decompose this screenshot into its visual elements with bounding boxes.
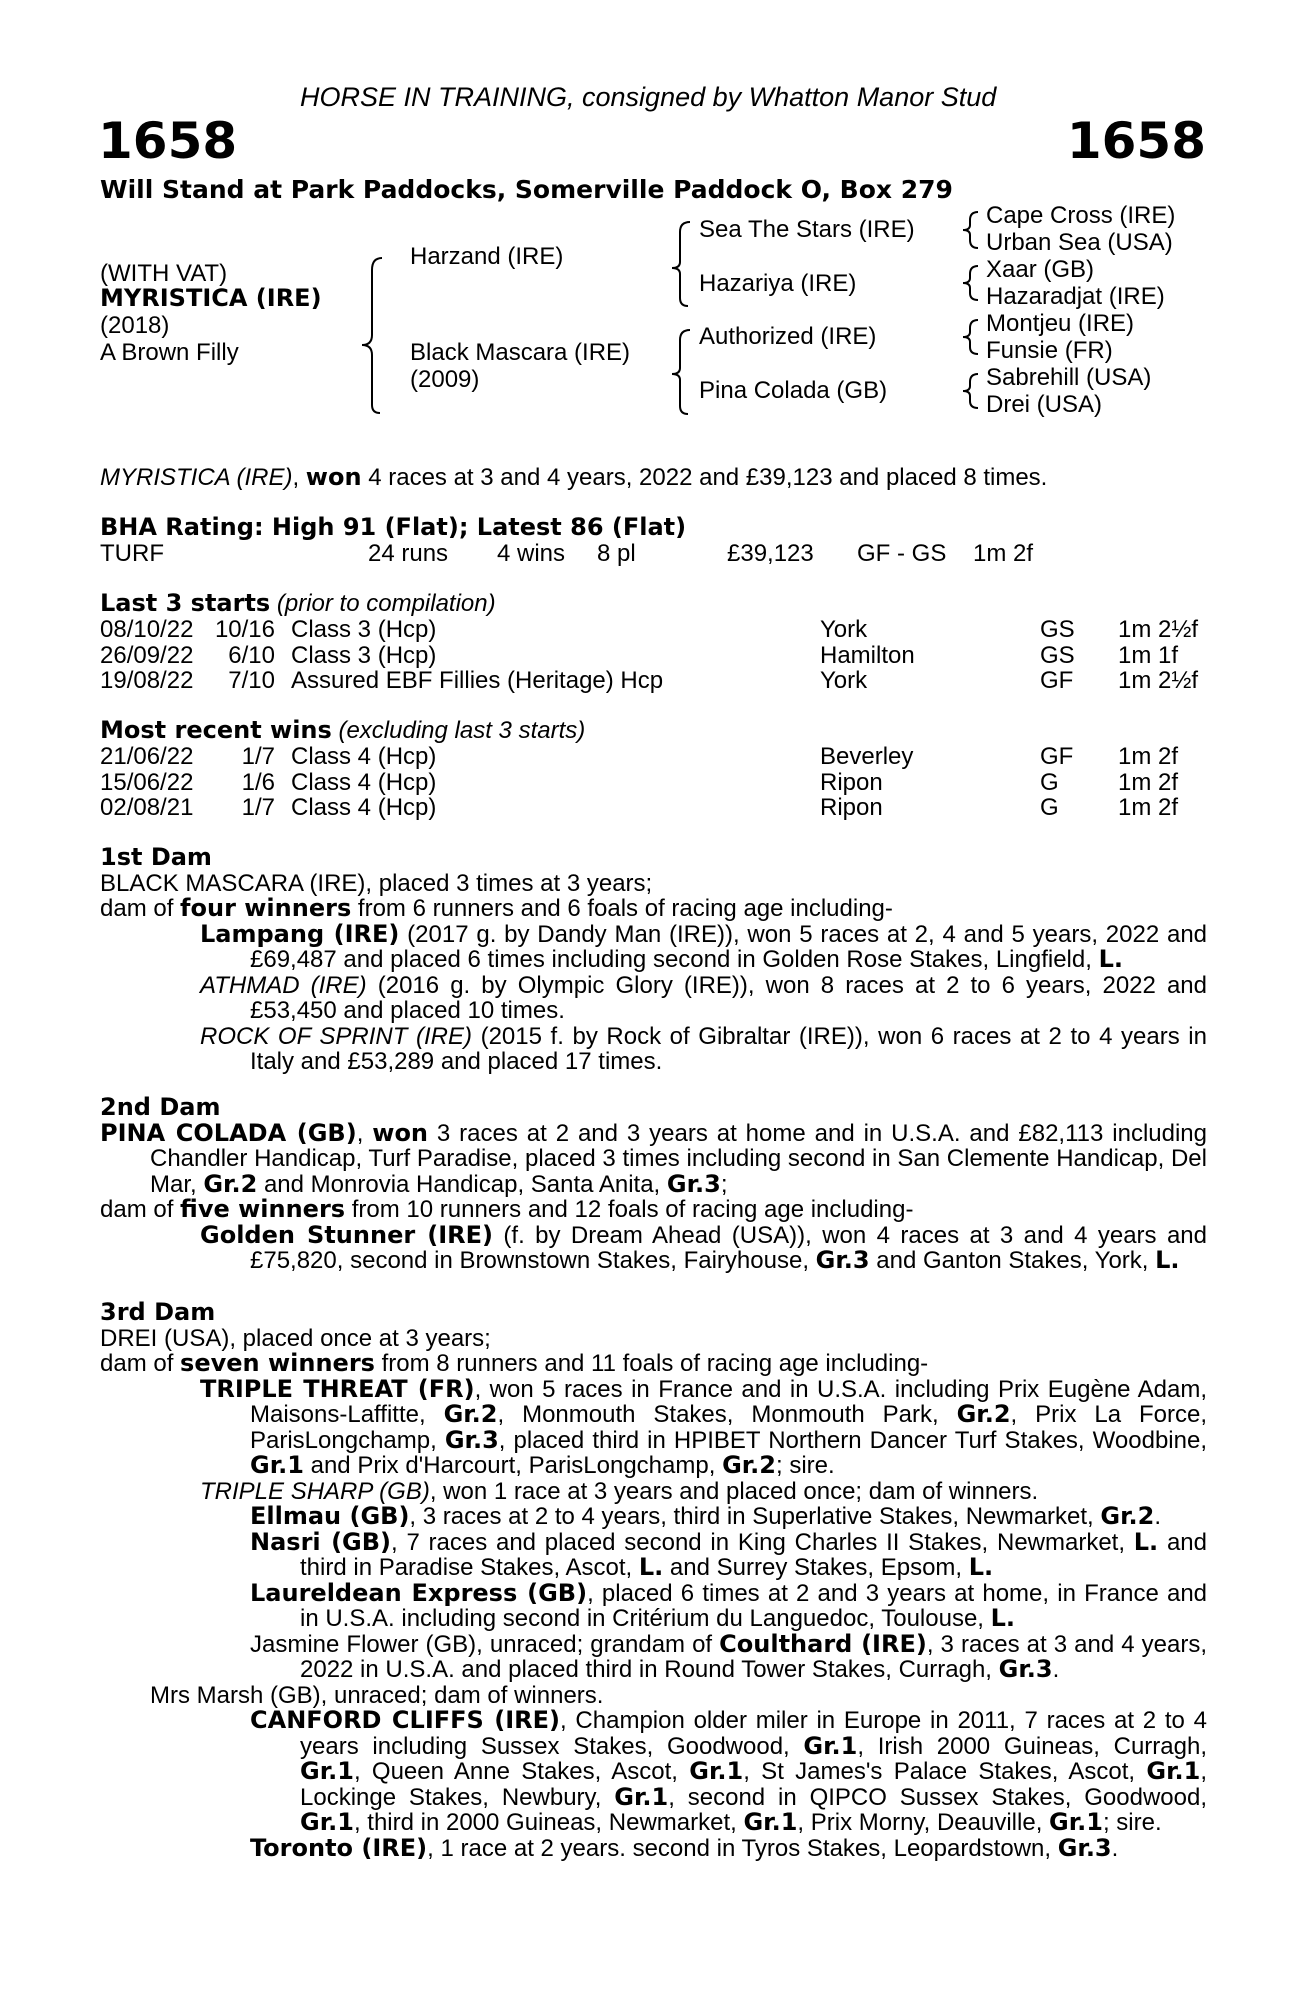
gen3-sdd: Hazaradjat (IRE): [986, 283, 1165, 310]
produce-jasmine-flower: Jasmine Flower (GB), unraced; grandam of Coulthard (IRE), 3 races at 3 and 4 years, 2022 in U.S.A. and placed third in Round Tower Stakes, Curragh, Gr.3.: [250, 1629, 1207, 1683]
recent-row-race: Class 4 (Hcp): [291, 794, 437, 821]
rating-surface: TURF: [100, 540, 164, 567]
recent-wins-heading: Most recent wins (excluding last 3 starts): [100, 716, 586, 744]
produce-triple-sharp: TRIPLE SHARP (GB), won 1 race at 3 years and placed once; dam of winners.: [200, 1477, 1039, 1505]
third-dam-heading: 3rd Dam: [100, 1298, 216, 1326]
recent-row-dist: 1m 2f: [1118, 794, 1179, 821]
last3-row-course: Hamilton: [820, 641, 915, 669]
third-dam-line: DREI (USA), placed once at 3 years;: [100, 1324, 491, 1352]
stand-location: Will Stand at Park Paddocks, Somerville Paddock O, Box 279: [100, 175, 953, 204]
third-dam-section: [100, 1300, 1207, 1861]
last3-row-date: 26/09/22: [100, 641, 194, 669]
recent-row-date: 02/08/21: [100, 794, 194, 821]
recent-row-date: 15/06/22: [100, 768, 194, 796]
produce-canford-cliffs: CANFORD CLIFFS (IRE), Champion older miler in Europe in 2011, 7 races at 2 to 4 years including Sussex Stakes, Goodwood, Gr.1, Irish 2000 Guineas, Curragh, Gr.1, Queen Anne Stakes, Ascot, Gr.1, St James's Palace Stakes, Ascot, Gr.1, Lockinge Stakes, Newbury, Gr.1, second in QIPCO Sussex Stakes, Goodwood, Gr.1, third in 2000 Guineas, Newmarket, Gr.1, Prix Morny, Deauville, Gr.1; sire.: [250, 1706, 1207, 1836]
last3-row-dist: 1m 2½f: [1118, 616, 1199, 643]
rating-earnings: £39,123: [727, 540, 814, 567]
vat-note: (WITH VAT): [100, 260, 228, 287]
last-starts-heading: Last 3 starts (prior to compilation): [100, 589, 496, 617]
last3-row-race: Class 3 (Hcp): [291, 641, 437, 669]
rating-going: GF - GS: [857, 540, 947, 567]
last3-row-pos: 10/16: [214, 616, 275, 643]
second-dam-record: PINA COLADA (GB), won 3 races at 2 and 3 years at home and in U.S.A. and £82,113 including Chandler Handicap, Turf Paradise, placed 3 times including second in San Clemente Handicap, Del Mar, Gr.2 and Monrovia Handicap, Santa Anita, Gr.3;: [100, 1118, 1207, 1198]
last3-row-date: 19/08/22: [100, 667, 194, 694]
produce-athmad: ATHMAD (IRE) (2016 g. by Olympic Glory (IRE)), won 8 races at 2 to 6 years, 2022 and £53,450 and placed 10 times.: [200, 971, 1207, 1024]
rating-placed: 8 pl: [597, 540, 636, 567]
second-dam-heading: 2nd Dam: [100, 1093, 221, 1121]
recent-row-going: G: [1040, 794, 1059, 821]
produce-mrs-marsh: Mrs Marsh (GB), unraced; dam of winners.: [150, 1681, 604, 1709]
bha-rating: BHA Rating: High 91 (Flat); Latest 86 (Flat): [100, 513, 687, 541]
second-dam-section: [100, 1095, 1207, 1274]
recent-row-going: G: [1040, 768, 1059, 796]
rating-wins: 4 wins: [497, 540, 566, 567]
gen3-dss: Montjeu (IRE): [986, 310, 1135, 337]
last3-row-going: GS: [1040, 641, 1075, 669]
last3-row-dist: 1m 1f: [1118, 641, 1179, 669]
third-dam-produce-line: dam of seven winners from 8 runners and 11 foals of racing age including-: [100, 1349, 929, 1377]
produce-laureldean-express: Laureldean Express (GB), placed 6 times at 2 and 3 years at home, in France and in U.S.A. including second in Critérium du Languedoc, Toulouse, L.: [250, 1578, 1208, 1632]
dam: Black Mascara (IRE): [410, 339, 631, 366]
lot-number-left: 1658: [98, 112, 238, 170]
dam-dam: Pina Colada (GB): [699, 377, 888, 404]
recent-row-pos: 1/6: [241, 768, 275, 796]
second-dam-produce-line: dam of five winners from 10 runners and 12 foals of racing age including-: [100, 1195, 914, 1223]
produce-rock-of-sprint: ROCK OF SPRINT (IRE) (2015 f. by Rock of Gibraltar (IRE)), won 6 races at 2 to 4 years in Italy and £53,289 and placed 17 times.: [200, 1022, 1207, 1075]
produce-triple-threat: TRIPLE THREAT (FR), won 5 races in France and in U.S.A. including Prix Eugène Adam, Maisons-Laffitte, Gr.2, Monmouth Stakes, Monmouth Park, Gr.2, Prix La Force, ParisLongchamp, Gr.3, placed third in HPIBET Northern Dancer Turf Stakes, Woodbine, Gr.1 and Prix d'Harcourt, ParisLongchamp, Gr.2; sire.: [200, 1374, 1207, 1479]
last3-row-pos: 7/10: [228, 667, 275, 694]
first-dam-section: [100, 845, 1207, 1075]
last3-row-course: York: [820, 667, 868, 694]
recent-row-date: 21/06/22: [100, 743, 194, 770]
last3-row-race: Assured EBF Fillies (Heritage) Hcp: [291, 667, 664, 694]
race-summary: MYRISTICA (IRE), won 4 races at 3 and 4 years, 2022 and £39,123 and placed 8 times.: [100, 463, 1048, 491]
first-dam-produce-line: dam of four winners from 6 runners and 6 foals of racing age including-: [100, 894, 893, 922]
gen3-sss: Cape Cross (IRE): [986, 202, 1176, 229]
dam-year: (2009): [410, 366, 480, 393]
gen3-sds: Xaar (GB): [986, 256, 1095, 283]
produce-golden-stunner: Golden Stunner (IRE) (f. by Dream Ahead (USA)), won 4 races at 3 and 4 years and £75,820, second in Brownstown Stakes, Fairyhouse, Gr.3 and Ganton Stakes, York, L.: [200, 1220, 1207, 1274]
first-dam-line: BLACK MASCARA (IRE), placed 3 times at 3 years;: [100, 869, 653, 897]
last3-row-date: 08/10/22: [100, 616, 194, 643]
gen3-dds: Sabrehill (USA): [986, 364, 1152, 391]
recent-row-dist: 1m 2f: [1118, 768, 1179, 796]
produce-toronto: Toronto (IRE), 1 race at 2 years. second in Tyros Stakes, Leopardstown, Gr.3.: [250, 1833, 1119, 1862]
produce-nasri: Nasri (GB), 7 races and placed second in King Charles II Stakes, Newmarket, L. and third in Paradise Stakes, Ascot, L. and Surrey Stakes, Epsom, L.: [250, 1527, 1207, 1581]
lot-number-right: 1658: [1066, 112, 1206, 170]
produce-ellmau: Ellmau (GB), 3 races at 2 to 4 years, third in Superlative Stakes, Newmarket, Gr.2.: [250, 1502, 1162, 1530]
last3-row-race: Class 3 (Hcp): [291, 616, 437, 643]
sire: Harzand (IRE): [410, 243, 564, 270]
last3-row-going: GF: [1040, 667, 1074, 694]
dam-sire: Authorized (IRE): [699, 323, 877, 350]
gen3-ddd: Drei (USA): [986, 391, 1103, 418]
consignor-line: HORSE IN TRAINING, consigned by Whatton Manor Stud: [300, 82, 997, 112]
gen3-ssd: Urban Sea (USA): [986, 229, 1173, 256]
recent-row-pos: 1/7: [241, 743, 275, 770]
last3-row-pos: 6/10: [228, 641, 275, 669]
last3-row-dist: 1m 2½f: [1118, 667, 1199, 694]
recent-row-course: Ripon: [820, 768, 883, 796]
sire-sire: Sea The Stars (IRE): [699, 216, 915, 243]
sire-dam: Hazariya (IRE): [699, 270, 857, 297]
horse-name: MYRISTICA (IRE): [100, 284, 322, 312]
rating-runs: 24 runs: [368, 540, 449, 567]
first-dam-heading: 1st Dam: [100, 843, 212, 871]
rating-distance: 1m 2f: [973, 540, 1034, 567]
recent-row-dist: 1m 2f: [1118, 743, 1179, 770]
recent-row-pos: 1/7: [241, 794, 275, 821]
last3-row-going: GS: [1040, 616, 1075, 643]
horse-year: (2018): [100, 312, 170, 339]
horse-description: A Brown Filly: [100, 339, 239, 366]
gen3-dsd: Funsie (FR): [986, 337, 1113, 364]
produce-lampang: Lampang (IRE) (2017 g. by Dandy Man (IRE)), won 5 races at 2, 4 and 5 years, 2022 and £69,487 and placed 6 times including second in Golden Rose Stakes, Lingfield, L.: [200, 919, 1208, 973]
last3-row-course: York: [820, 616, 868, 643]
recent-row-going: GF: [1040, 743, 1074, 770]
recent-row-race: Class 4 (Hcp): [291, 743, 437, 770]
recent-row-course: Beverley: [820, 743, 914, 770]
recent-row-race: Class 4 (Hcp): [291, 768, 437, 796]
recent-row-course: Ripon: [820, 794, 883, 821]
